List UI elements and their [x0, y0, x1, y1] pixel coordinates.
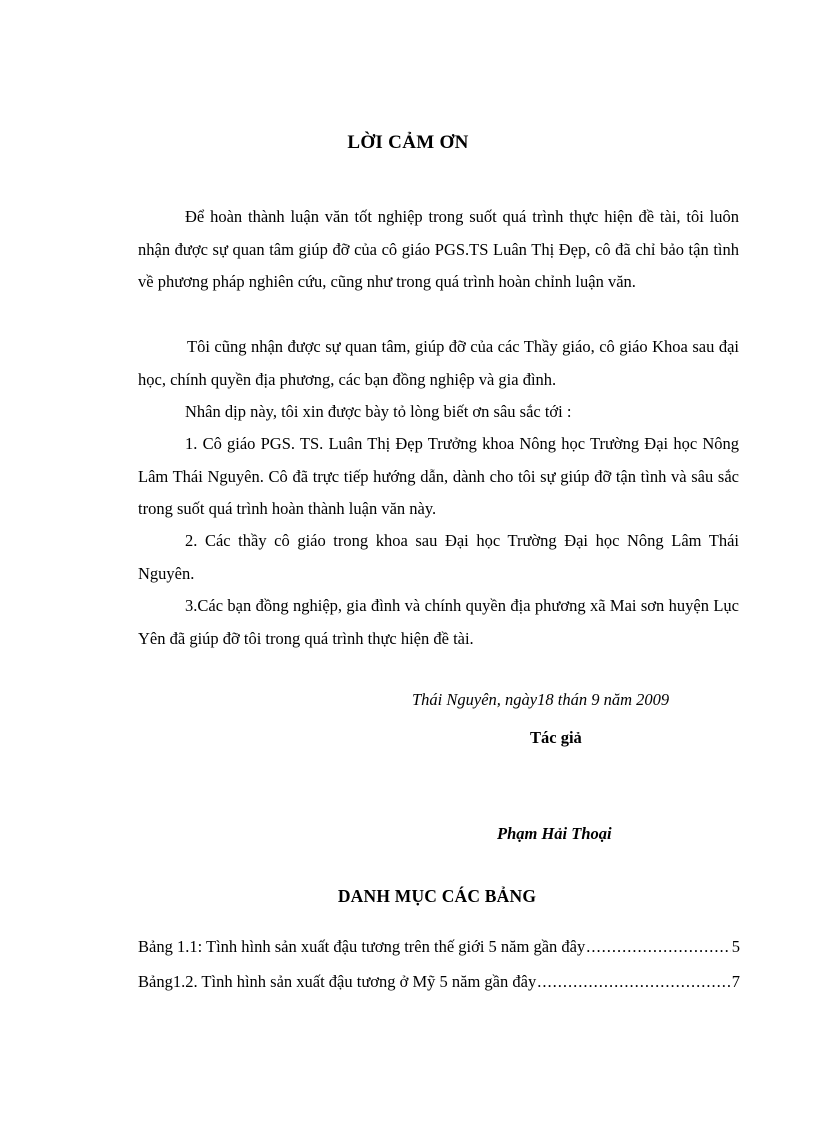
toc-entry: [138, 972, 740, 992]
paragraph-item-3: 3.Các bạn đồng nghiệp, gia đình và chính quyền địa phương xã Mai sơn huyện Lục Yên đã giúp đỡ tôi trong quá trình thực hiện đề tài.: [138, 596, 739, 648]
toc-entry-page: 5: [731, 937, 740, 956]
toc-entry: [138, 937, 740, 957]
author-role: Tác giả: [530, 728, 582, 747]
table-list-title: DANH MỤC CÁC BẢNG: [337, 886, 537, 906]
toc-leader-dots: [537, 972, 731, 992]
paragraph-item-1: 1. Cô giáo PGS. TS. Luân Thị Đẹp Trưởng khoa Nông học Trường Đại học Nông Lâm Thái Nguyên. Cô đã trực tiếp hướng dẫn, dành cho tôi sự giúp đỡ tận tình và sâu sắc trong suốt quá trình hoàn thành luận văn này.: [138, 434, 739, 518]
toc-leader-dots: [586, 937, 731, 957]
paragraph-intro: Để hoàn thành luận văn tốt nghiệp trong suốt quá trình thực hiện đề tài, tôi luôn nhận được sự quan tâm giúp đỡ của cô giáo PGS.TS Luân Thị Đẹp, cô đã chỉ bảo tận tình về phương pháp nghiên cứu, cũng như trong quá trình hoàn chỉnh luận văn.: [138, 207, 739, 291]
toc-entry-page: 7: [731, 972, 740, 991]
toc-entry-label: Bảng 1.1: Tình hình sản xuất đậu tương trên thế giới 5 năm gần đây: [138, 937, 586, 956]
date-line: Thái Nguyên, ngày18 thán 9 năm 2009: [412, 690, 670, 709]
author-name: Phạm Hải Thoại: [497, 824, 612, 843]
paragraph-item-2: 2. Các thầy cô giáo trong khoa sau Đại học Trường Đại học Nông Lâm Thái Nguyên.: [138, 531, 739, 583]
paragraph-support: Tôi cũng nhận được sự quan tâm, giúp đỡ của các Thầy giáo, cô giáo Khoa sau đại học, chính quyền địa phương, các bạn đồng nghiệp và gia đình.: [138, 337, 739, 389]
paragraph-gratitude: Nhân dịp này, tôi xin được bày tỏ lòng biết ơn sâu sắc tới :: [185, 402, 572, 421]
toc-entry-label: Bảng1.2. Tình hình sản xuất đậu tương ở Mỹ 5 năm gần đây: [138, 972, 537, 991]
acknowledgement-title: LỜI CẢM ƠN: [347, 132, 469, 153]
